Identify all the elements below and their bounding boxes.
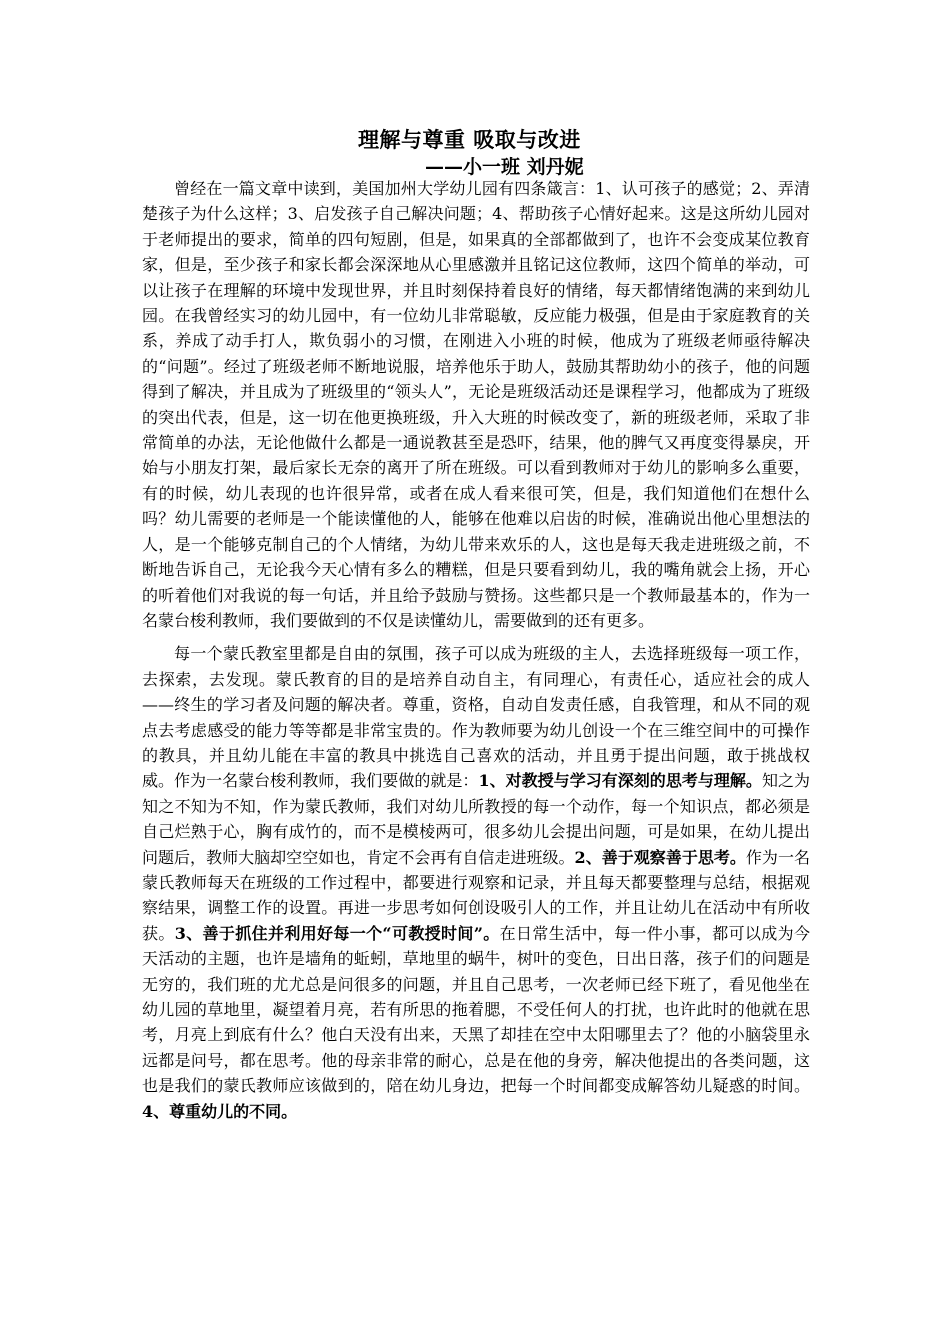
- document-body: [142, 176, 810, 1124]
- point-3-heading: 3、善于抓住并利用好每一个“可教授时间”。: [174, 923, 500, 943]
- paragraph-1-text: 曾经在一篇文章中读到，美国加州大学幼儿园有四条箴言：1、认可孩子的感觉；2、弄清楚孩子为什么这样；3、启发孩子自己解决问题；4、帮助孩子心情好起来。这是这所幼儿园对于老师提出的要求，简单的四句短剧，但是，如果真的全部都做到了，也许不会变成某位教育家，但是，至少孩子和家长都会深深地从心里感激并且铭记这位教师，这四个简单的举动，可以让孩子在理解的环境中发现世界，并且时刻保持着良好的情绪，每天都情绪饱满的来到幼儿园。在我曾经实习的幼儿园中，有一位幼儿非常聪敏，反应能力极强，但是由于家庭教育的关系，养成了动手打人，欺负弱小的习惯，在刚进入小班的时候，他成为了班级老师亟待解决的“问题”。经过了班级老师不断地说服，培养他乐于助人，鼓励其帮助幼小的孩子，他的问题得到了解决，并且成为了班级里的“领头人”，无论是班级活动还是课程学习，他都成为了班级的突出代表，但是，这一切在他更换班级，升入大班的时候改变了，新的班级老师，采取了非常简单的办法，无论他做什么都是一通说教甚至是恐吓，结果，他的脾气又再度变得暴戾，开始与小朋友打架，最后家长无奈的离开了所在班级。可以看到教师对于幼儿的影响多么重要，有的时候，幼儿表现的也许很异常，或者在成人看来很可笑，但是，我们知道他们在想什么吗？幼儿需要的老师是一个能读懂他的人，能够在他难以启齿的时候，准确说出他心里想法的人，是一个能够克制自己的个人情绪，为幼儿带来欢乐的人，这也是每天我走进班级之前，不断地告诉自己，无论我今天心情有多么的糟糕，但是只要看到幼儿，我的嘴角就会上扬，开心的听着他们对我说的每一句话，并且给予鼓励与赞扬。这些都只是一个教师最基本的，作为一名蒙台梭利教师，我们要做到的不仅是读懂幼儿，需要做到的还有更多。: [142, 179, 810, 630]
- document-subtitle: ——小一班 刘丹妮: [425, 156, 584, 178]
- paragraph-2-text-3: 作为一名蒙氏教师每天在班级的工作过程中，都要进行观察和记录，并且每天都要整理与总结，根据观察结果，调整工作的设置。再进一步思考如何创设吸引人的工作，并且让幼儿在活动中有所收获。: [142, 847, 810, 943]
- point-1-heading: 1、对教授与学习有深刻的思考与理解。: [478, 771, 762, 791]
- paragraph-2-text-4: 在日常生活中，每一件小事，都可以成为今天活动的主题，也许是墙角的蚯蚓，草地里的蜗牛，树叶的变色，日出日落，孩子们的问题是无穷的，我们班的尤尤总是问很多的问题，并且自己思考，一次老师已经下班了，看见他坐在幼儿园的草地里，凝望着月亮，若有所思的拖着腮，不受任何人的打扰，也许此时的他就在思考，月亮上到底有什么？他白天没有出来，天黑了却挂在空中太阳哪里去了？他的小脑袋里永远都是问号，都在思考。他的母亲非常的耐心，总是在他的身旁，解决他提出的各类问题，这也是我们的蒙氏教师应该做到的，陪在幼儿身边，把每一个时间都变成解答幼儿疑惑的时间。: [142, 923, 810, 1096]
- point-4-heading: 4、尊重幼儿的不同。: [142, 1101, 298, 1121]
- paragraph-2: [142, 641, 810, 1124]
- point-2-heading: 2、善于观察善于思考。: [574, 847, 746, 867]
- paragraph-2-text-1: 每一个蒙氏教室里都是自由的氛围，孩子可以成为班级的主人，去选择班级每一项工作，去探索，去发现。蒙氏教育的目的是培养自动自主，有同理心，有责任心，适应社会的成人——终生的学习者及问题的解决者。尊重，资格，自动自发责任感，自我管理，和从不同的观点去考虑感受的能力等等都是非常宝贵的。作为教师要为幼儿创设一个在三维空间中的可操作的教具，并且幼儿能在丰富的教具中挑选自己喜欢的活动，并且勇于提出问题，敢于挑战权威。作为一名蒙台梭利教师，我们要做的就是：: [142, 644, 810, 791]
- paragraph-1: [142, 176, 810, 633]
- paragraph-2-text-2: 知之为知之不知为不知，作为蒙氏教师，我们对幼儿所教授的每一个动作，每一个知识点，都必须是自己烂熟于心，胸有成竹的，而不是模棱两可，很多幼儿会提出问题，可是如果，在幼儿提出问题后，教师大脑却空空如也，肯定不会再有自信走进班级。: [142, 771, 810, 867]
- document-title: 理解与尊重 吸取与改进: [358, 127, 581, 152]
